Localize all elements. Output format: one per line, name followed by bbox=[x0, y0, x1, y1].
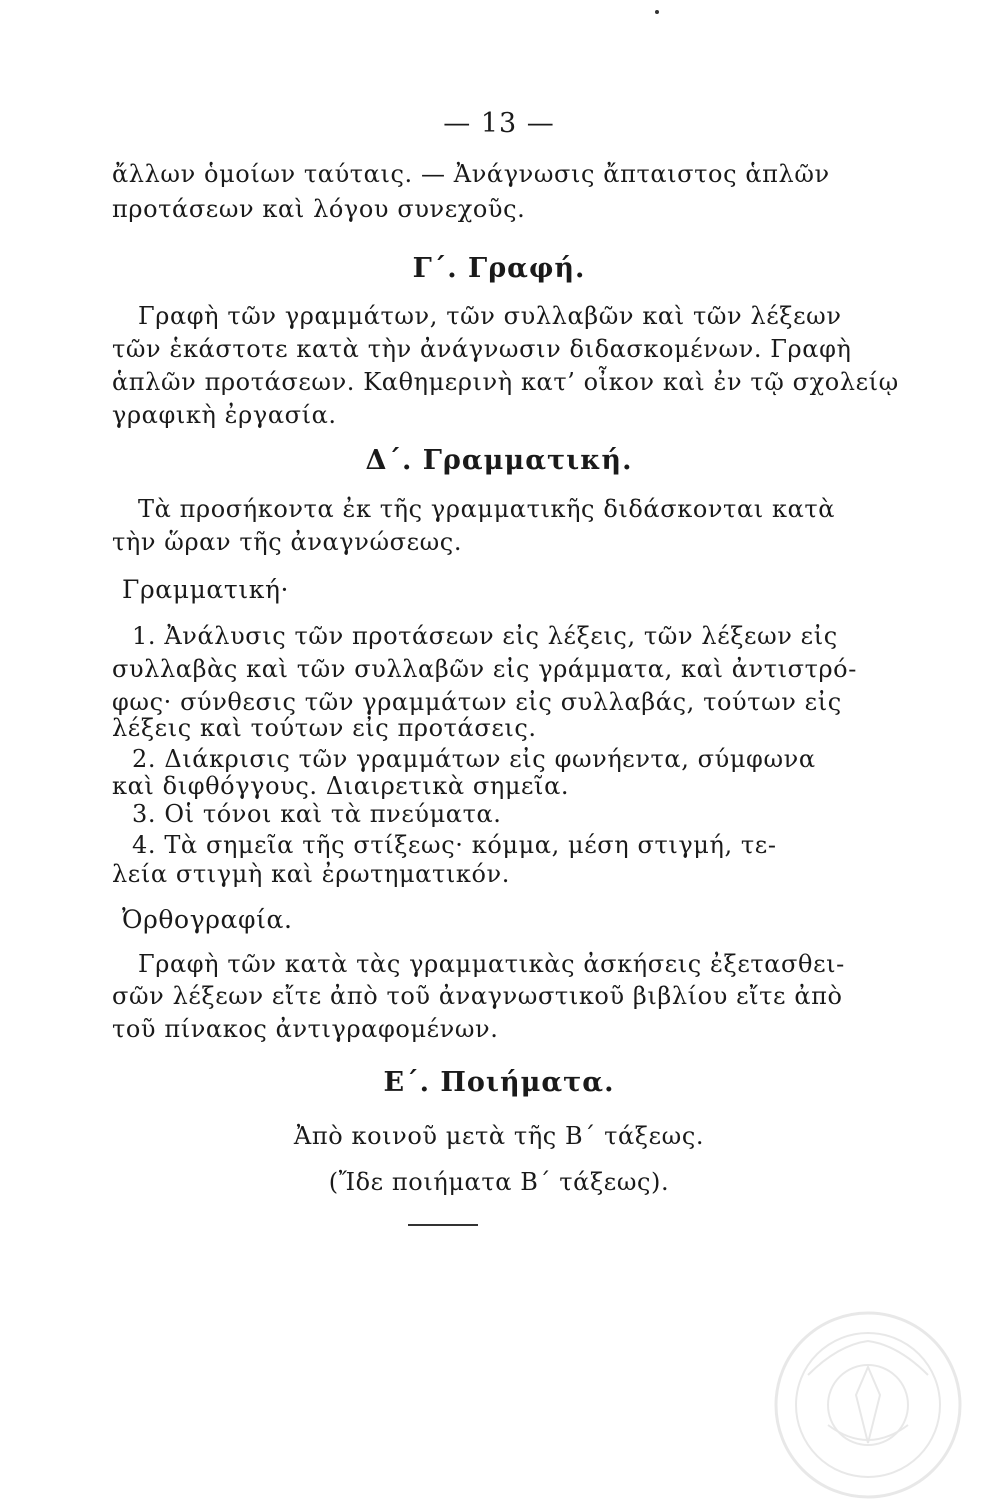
text-line: Ἀπὸ κοινοῦ μετὰ τῆς Β΄ τάξεως. bbox=[293, 1122, 705, 1150]
subheading-grammar: Γραμματική· bbox=[122, 575, 290, 604]
text-line: φως· σύνθεσις τῶν γραμμάτων εἰς συλλαβάς, τούτων εἰς bbox=[112, 688, 842, 716]
text-line: τοῦ πίνακος ἀντιγραφομένων. bbox=[112, 1015, 499, 1043]
text-line: καὶ διφθόγγους. Διαιρετικὰ σημεῖα. bbox=[112, 772, 570, 800]
section-title-epsilon: Ε΄. Ποιήματα. bbox=[383, 1067, 615, 1098]
text-line: (Ἴδε ποιήματα Β΄ τάξεως). bbox=[328, 1168, 670, 1196]
library-seal-icon bbox=[768, 1305, 968, 1505]
text-line: συλλαβὰς καὶ τῶν συλλαβῶν εἰς γράμματα, καὶ ἀντιστρό- bbox=[112, 655, 857, 683]
text-line: σῶν λέξεων εἴτε ἀπὸ τοῦ ἀναγνωστικοῦ βιβλίου εἴτε ἀπὸ bbox=[112, 982, 843, 1010]
list-item: 4. Τὰ σημεῖα τῆς στίξεως· κόμμα, μέση στιγμή, τε- bbox=[132, 831, 777, 859]
text-line: ἁπλῶν προτάσεων. Καθημερινὴ κατ’ οἶκον καὶ ἐν τῷ σχολείῳ bbox=[112, 368, 899, 396]
text-line: γραφικὴ ἐργασία. bbox=[112, 401, 337, 429]
page-number: — 13 — bbox=[443, 108, 555, 139]
text-line: Τὰ προσήκοντα ἐκ τῆς γραμματικῆς διδάσκονται κατὰ bbox=[138, 495, 836, 523]
closing-rule bbox=[408, 1224, 478, 1226]
list-item: 2. Διάκρισις τῶν γραμμάτων εἰς φωνήεντα, σύμφωνα bbox=[132, 745, 816, 773]
text-line: προτάσεων καὶ λόγου συνεχοῦς. bbox=[112, 195, 526, 223]
list-item: 1. Ἀνάλυσις τῶν προτάσεων εἰς λέξεις, τῶν λέξεων εἰς bbox=[132, 622, 838, 650]
text-line: τῶν ἑκάστοτε κατὰ τὴν ἀνάγνωσιν διδασκομένων. Γραφὴ bbox=[112, 335, 852, 363]
section-title-delta: Δ΄. Γραμματική. bbox=[365, 445, 633, 476]
text-line: ἄλλων ὁμοίων ταύταις. — Ἀνάγνωσις ἄπταιστος ἁπλῶν bbox=[112, 160, 830, 188]
text-line: τὴν ὥραν τῆς ἀναγνώσεως. bbox=[112, 528, 463, 556]
text-line: Γραφὴ τῶν κατὰ τὰς γραμματικὰς ἀσκήσεις ἐξετασθει- bbox=[138, 950, 845, 978]
text-line: λεία στιγμὴ καὶ ἐρωτηματικόν. bbox=[112, 860, 510, 888]
list-item: 3. Οἱ τόνοι καὶ τὰ πνεύματα. bbox=[132, 800, 502, 828]
section-title-gamma: Γ΄. Γραφή. bbox=[412, 253, 586, 284]
text-line: λέξεις καὶ τούτων εἰς προτάσεις. bbox=[112, 714, 537, 742]
ink-speck bbox=[655, 10, 659, 14]
subheading-orthography: Ὀρθογραφία. bbox=[122, 905, 293, 934]
text-line: Γραφὴ τῶν γραμμάτων, τῶν συλλαβῶν καὶ τῶν λέξεων bbox=[138, 302, 842, 330]
